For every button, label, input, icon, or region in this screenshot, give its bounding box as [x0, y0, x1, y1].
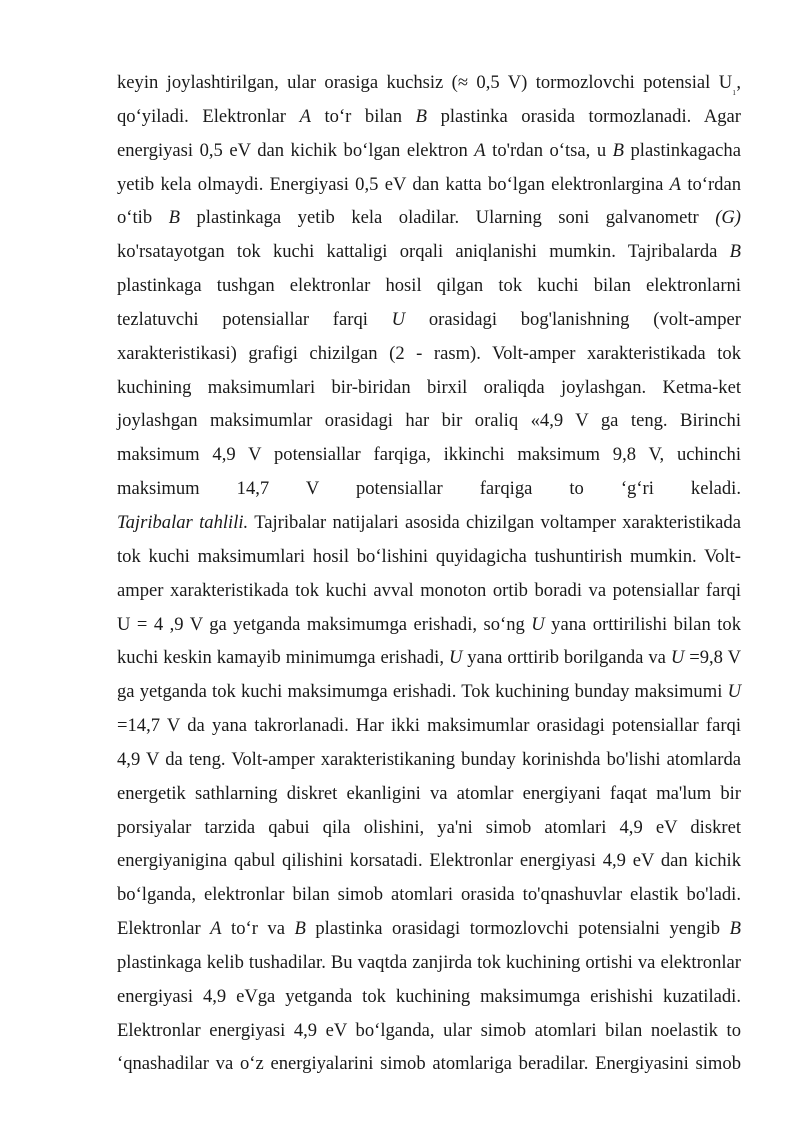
text-line [117, 100, 741, 134]
text-run: xarakteristikasi) grafigi chizilgan (2 - rasm). Volt-amper xarakteristikada tok [117, 342, 741, 364]
text-line [117, 1047, 741, 1081]
italic-text: A [474, 139, 486, 161]
text-run: plastinkagacha [623, 139, 741, 161]
italic-text: U [727, 681, 741, 703]
text-run: =9,8 V [684, 647, 742, 669]
italic-text: B [294, 918, 306, 940]
text-run: energiyasi 4,9 eVga yetganda tok kuchining maksimumga erishishi kuzatiladi. [117, 985, 741, 1007]
italic-text: B [729, 241, 741, 263]
italic-text: U [670, 647, 685, 669]
text-run: yetib kela olmaydi. Energiyasi 0,5 eV dan katta bo‘lgan elektronlargina [117, 173, 670, 195]
text-line [117, 844, 741, 878]
text-run: plastinka orasida tormozlanadi. Agar [427, 105, 741, 127]
italic-text: A [299, 105, 311, 127]
text-line [117, 675, 741, 709]
text-line [117, 878, 741, 912]
text-run: energiyanigina qabul qilishini korsatadi. Elektronlar energiyasi 4,9 eV dan kichik [117, 850, 741, 872]
text-run: to'rdan o‘tsa, u [485, 139, 613, 161]
text-run: o‘tib [117, 207, 169, 229]
text-line [117, 472, 741, 506]
italic-text: U [391, 308, 406, 330]
subscript-text: ₁ [732, 81, 737, 96]
text-run: orasidagi bog'lanishning (volt-amper [405, 308, 741, 330]
text-run: ‘qnashadilar va o‘z energiyalarini simob atomlariga beradilar. Energiyasini simob [117, 1053, 741, 1075]
text-run: yana orttirilishi bilan tok [544, 613, 741, 635]
text-run: maksimum 14,7 V potensiallar farqiga to ‘g‘ri keladi. [117, 478, 741, 500]
text-run: 4,9 V da teng. Volt-amper xarakteristikaning bunday korinishda bo'lishi atomlarda [117, 748, 741, 770]
text-run: tezlatuvchi potensiallar farqi [117, 308, 392, 330]
text-line [117, 574, 741, 608]
text-run: U = 4 ,9 V ga yetganda maksimumga erishadi, so‘ng [117, 613, 532, 635]
text-run: energetik sathlarning diskret ekanligini va atomlar energiyani faqat ma'lum bir [117, 782, 741, 804]
text-run: ko'rsatayotgan tok kuchi kattaligi orqali aniqlanishi mumkin. Tajribalarda [117, 241, 730, 263]
text-run: keyin joylashtirilgan, ular orasiga kuchsiz (≈ 0,5 V) tormozlovchi potensial U [117, 72, 733, 93]
text-run: plastinkaga yetib kela oladilar. Ularning soni galvanometr [179, 207, 716, 229]
text-run: kuchi keskin kamayib minimumga erishadi, [117, 647, 449, 669]
text-run: plastinkaga tushgan elektronlar hosil qilgan tok kuchi bilan elektronlarni [117, 275, 741, 297]
text-line [117, 1014, 741, 1048]
text-run: maksimum 4,9 V potensiallar farqiga, ikkinchi maksimum 9,8 V, uchinchi [117, 444, 741, 466]
italic-text: (G) [715, 207, 741, 229]
text-run: Elektronlar [117, 918, 211, 940]
text-run: to‘r bilan [310, 105, 416, 127]
text-line [117, 404, 741, 438]
text-line [117, 438, 741, 472]
text-line [117, 743, 741, 777]
italic-text: A [669, 173, 681, 195]
text-line [117, 912, 741, 946]
text-line [117, 66, 741, 100]
text-run: qo‘yiladi. Elektronlar [117, 105, 300, 127]
text-line [117, 980, 741, 1014]
text-line [117, 235, 741, 269]
body-text [117, 66, 741, 1081]
text-run: to‘rdan [681, 173, 742, 195]
text-run: joylashgan maksimumlar orasidagi har bir oraliq «4,9 V ga teng. Birinchi [117, 410, 741, 432]
italic-text: B [415, 105, 428, 127]
italic-text: B [168, 207, 180, 229]
text-run: amper xarakteristikada tok kuchi avval monoton ortib boradi va potensiallar farqi [117, 579, 741, 601]
text-line [117, 608, 741, 642]
text-run: ga yetganda tok kuchi maksimumga erishadi. Tok kuchining bunday maksimumi [117, 681, 728, 703]
italic-text: B [729, 918, 741, 940]
text-line [117, 946, 741, 980]
italic-text: A [210, 918, 222, 940]
text-line [117, 709, 741, 743]
text-line [117, 641, 741, 675]
text-line [117, 168, 741, 202]
text-line [117, 506, 741, 540]
text-run: , [736, 72, 741, 93]
text-line [117, 269, 741, 303]
text-run: tok kuchi maksimumlari hosil bo‘lishini quyidagicha tushuntirish mumkin. Volt- [117, 545, 741, 567]
text-run: to‘r va [221, 918, 295, 940]
text-run: porsiyalar tarzida qabui qila olishini, ya'ni simob atomlari 4,9 eV diskret [117, 816, 741, 838]
text-line [117, 540, 741, 574]
text-line [117, 777, 741, 811]
text-line [117, 811, 741, 845]
text-run: yana orttirib borilganda va [462, 647, 671, 669]
text-line [117, 371, 741, 405]
text-run: kuchining maksimumlari bir-biridan birxil oraliqda joylashgan. Ketma-ket [117, 376, 741, 398]
text-line [117, 201, 741, 235]
text-run: plastinkaga kelib tushadilar. Bu vaqtda zanjirda tok kuchining ortishi va elektronlar [117, 951, 741, 973]
text-line [117, 303, 741, 337]
italic-text: Tajribalar tahlili. [117, 511, 249, 533]
text-line [117, 337, 741, 371]
text-run: =14,7 V da yana takrorlanadi. Har ikki maksimumlar orasidagi potensiallar farqi [117, 715, 741, 737]
text-run: bo‘lganda, elektronlar bilan simob atomlari orasida to'qnashuvlar elastik bo'ladi. [117, 884, 741, 906]
text-run: Tajribalar natijalari asosida chizilgan voltamper xarakteristikada [248, 511, 741, 533]
text-line [117, 134, 741, 168]
italic-text: B [612, 139, 624, 161]
text-run: Elektronlar energiyasi 4,9 eV bo‘lganda, ular simob atomlari bilan noelastik to [117, 1019, 741, 1041]
text-run: energiyasi 0,5 eV dan kichik bo‘lgan elektron [117, 139, 475, 161]
italic-text: U [531, 613, 545, 635]
text-run: plastinka orasidagi tormozlovchi potensialni yengib [305, 918, 730, 940]
italic-text: U [448, 647, 463, 669]
